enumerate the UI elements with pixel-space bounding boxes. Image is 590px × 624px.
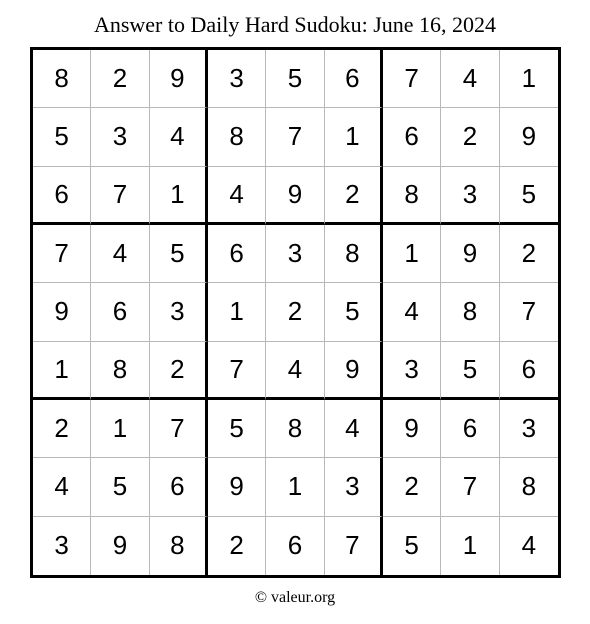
- sudoku-cell[interactable]: 6: [383, 108, 441, 166]
- sudoku-cell[interactable]: 1: [441, 517, 499, 575]
- sudoku-cell[interactable]: 3: [266, 225, 324, 283]
- sudoku-cell[interactable]: 2: [441, 108, 499, 166]
- sudoku-cell[interactable]: 6: [91, 283, 149, 341]
- sudoku-cell[interactable]: 3: [500, 400, 558, 458]
- sudoku-cell[interactable]: 2: [150, 342, 208, 400]
- sudoku-cell[interactable]: 2: [33, 400, 91, 458]
- sudoku-cell[interactable]: 8: [500, 458, 558, 516]
- sudoku-cell[interactable]: 2: [383, 458, 441, 516]
- sudoku-cell[interactable]: 9: [91, 517, 149, 575]
- sudoku-cell[interactable]: 4: [383, 283, 441, 341]
- sudoku-cell[interactable]: 7: [383, 50, 441, 108]
- sudoku-cell[interactable]: 6: [325, 50, 383, 108]
- sudoku-cell[interactable]: 4: [150, 108, 208, 166]
- sudoku-cell[interactable]: 5: [441, 342, 499, 400]
- sudoku-cell[interactable]: 9: [383, 400, 441, 458]
- sudoku-cell[interactable]: 8: [266, 400, 324, 458]
- sudoku-cell[interactable]: 5: [91, 458, 149, 516]
- sudoku-cell[interactable]: 2: [91, 50, 149, 108]
- sudoku-cell[interactable]: 7: [500, 283, 558, 341]
- sudoku-cell[interactable]: 8: [91, 342, 149, 400]
- sudoku-cell[interactable]: 3: [150, 283, 208, 341]
- sudoku-cell[interactable]: 1: [150, 167, 208, 225]
- sudoku-cell[interactable]: 9: [33, 283, 91, 341]
- sudoku-cell[interactable]: 7: [325, 517, 383, 575]
- sudoku-cell[interactable]: 1: [208, 283, 266, 341]
- sudoku-cell[interactable]: 4: [325, 400, 383, 458]
- sudoku-cell[interactable]: 9: [150, 50, 208, 108]
- sudoku-cell[interactable]: 7: [208, 342, 266, 400]
- sudoku-cell[interactable]: 4: [266, 342, 324, 400]
- sudoku-cell[interactable]: 7: [441, 458, 499, 516]
- sudoku-cell[interactable]: 5: [500, 167, 558, 225]
- sudoku-cell[interactable]: 6: [33, 167, 91, 225]
- sudoku-cell[interactable]: 9: [500, 108, 558, 166]
- sudoku-cell[interactable]: 6: [500, 342, 558, 400]
- copyright-footer: © valeur.org: [254, 589, 336, 606]
- sudoku-cell[interactable]: 4: [208, 167, 266, 225]
- sudoku-cell[interactable]: 4: [33, 458, 91, 516]
- sudoku-cell[interactable]: 7: [91, 167, 149, 225]
- sudoku-cell[interactable]: 1: [383, 225, 441, 283]
- sudoku-cell[interactable]: 6: [266, 517, 324, 575]
- sudoku-cell[interactable]: 7: [150, 400, 208, 458]
- sudoku-cell[interactable]: 3: [208, 50, 266, 108]
- sudoku-cell[interactable]: 2: [500, 225, 558, 283]
- sudoku-cell[interactable]: 1: [266, 458, 324, 516]
- sudoku-cell[interactable]: 9: [441, 225, 499, 283]
- sudoku-cell[interactable]: 9: [208, 458, 266, 516]
- sudoku-board: [30, 47, 561, 578]
- sudoku-cell[interactable]: 8: [33, 50, 91, 108]
- page-title: Answer to Daily Hard Sudoku: June 16, 2024: [93, 12, 497, 37]
- sudoku-cell[interactable]: 8: [150, 517, 208, 575]
- sudoku-cell[interactable]: 8: [208, 108, 266, 166]
- sudoku-cell[interactable]: 5: [208, 400, 266, 458]
- sudoku-cell[interactable]: 2: [208, 517, 266, 575]
- sudoku-cell[interactable]: 1: [325, 108, 383, 166]
- sudoku-cell[interactable]: 8: [383, 167, 441, 225]
- sudoku-cell[interactable]: 8: [441, 283, 499, 341]
- sudoku-cell[interactable]: 5: [383, 517, 441, 575]
- sudoku-cell[interactable]: 6: [150, 458, 208, 516]
- sudoku-cell[interactable]: 8: [325, 225, 383, 283]
- sudoku-cell[interactable]: 3: [33, 517, 91, 575]
- sudoku-cell[interactable]: 2: [266, 283, 324, 341]
- sudoku-cell[interactable]: 3: [91, 108, 149, 166]
- sudoku-cell[interactable]: 1: [91, 400, 149, 458]
- sudoku-cell[interactable]: 5: [33, 108, 91, 166]
- sudoku-cell[interactable]: 4: [521, 530, 537, 561]
- sudoku-cell[interactable]: 1: [500, 50, 558, 108]
- sudoku-cell[interactable]: 7: [33, 225, 91, 283]
- sudoku-cell[interactable]: 5: [150, 225, 208, 283]
- sudoku-cell[interactable]: 7: [266, 108, 324, 166]
- sudoku-cell[interactable]: 9: [266, 167, 324, 225]
- sudoku-cell[interactable]: 2: [325, 167, 383, 225]
- sudoku-cell[interactable]: 5: [325, 283, 383, 341]
- sudoku-cell[interactable]: 4: [91, 225, 149, 283]
- sudoku-cell[interactable]: 6: [208, 225, 266, 283]
- sudoku-cell[interactable]: 3: [383, 342, 441, 400]
- sudoku-cell[interactable]: 3: [441, 167, 499, 225]
- sudoku-cell[interactable]: 9: [325, 342, 383, 400]
- sudoku-cell[interactable]: 1: [33, 342, 91, 400]
- sudoku-cell[interactable]: 5: [266, 50, 324, 108]
- sudoku-cell[interactable]: 6: [441, 400, 499, 458]
- sudoku-cell[interactable]: 4: [441, 50, 499, 108]
- sudoku-cell[interactable]: 3: [325, 458, 383, 516]
